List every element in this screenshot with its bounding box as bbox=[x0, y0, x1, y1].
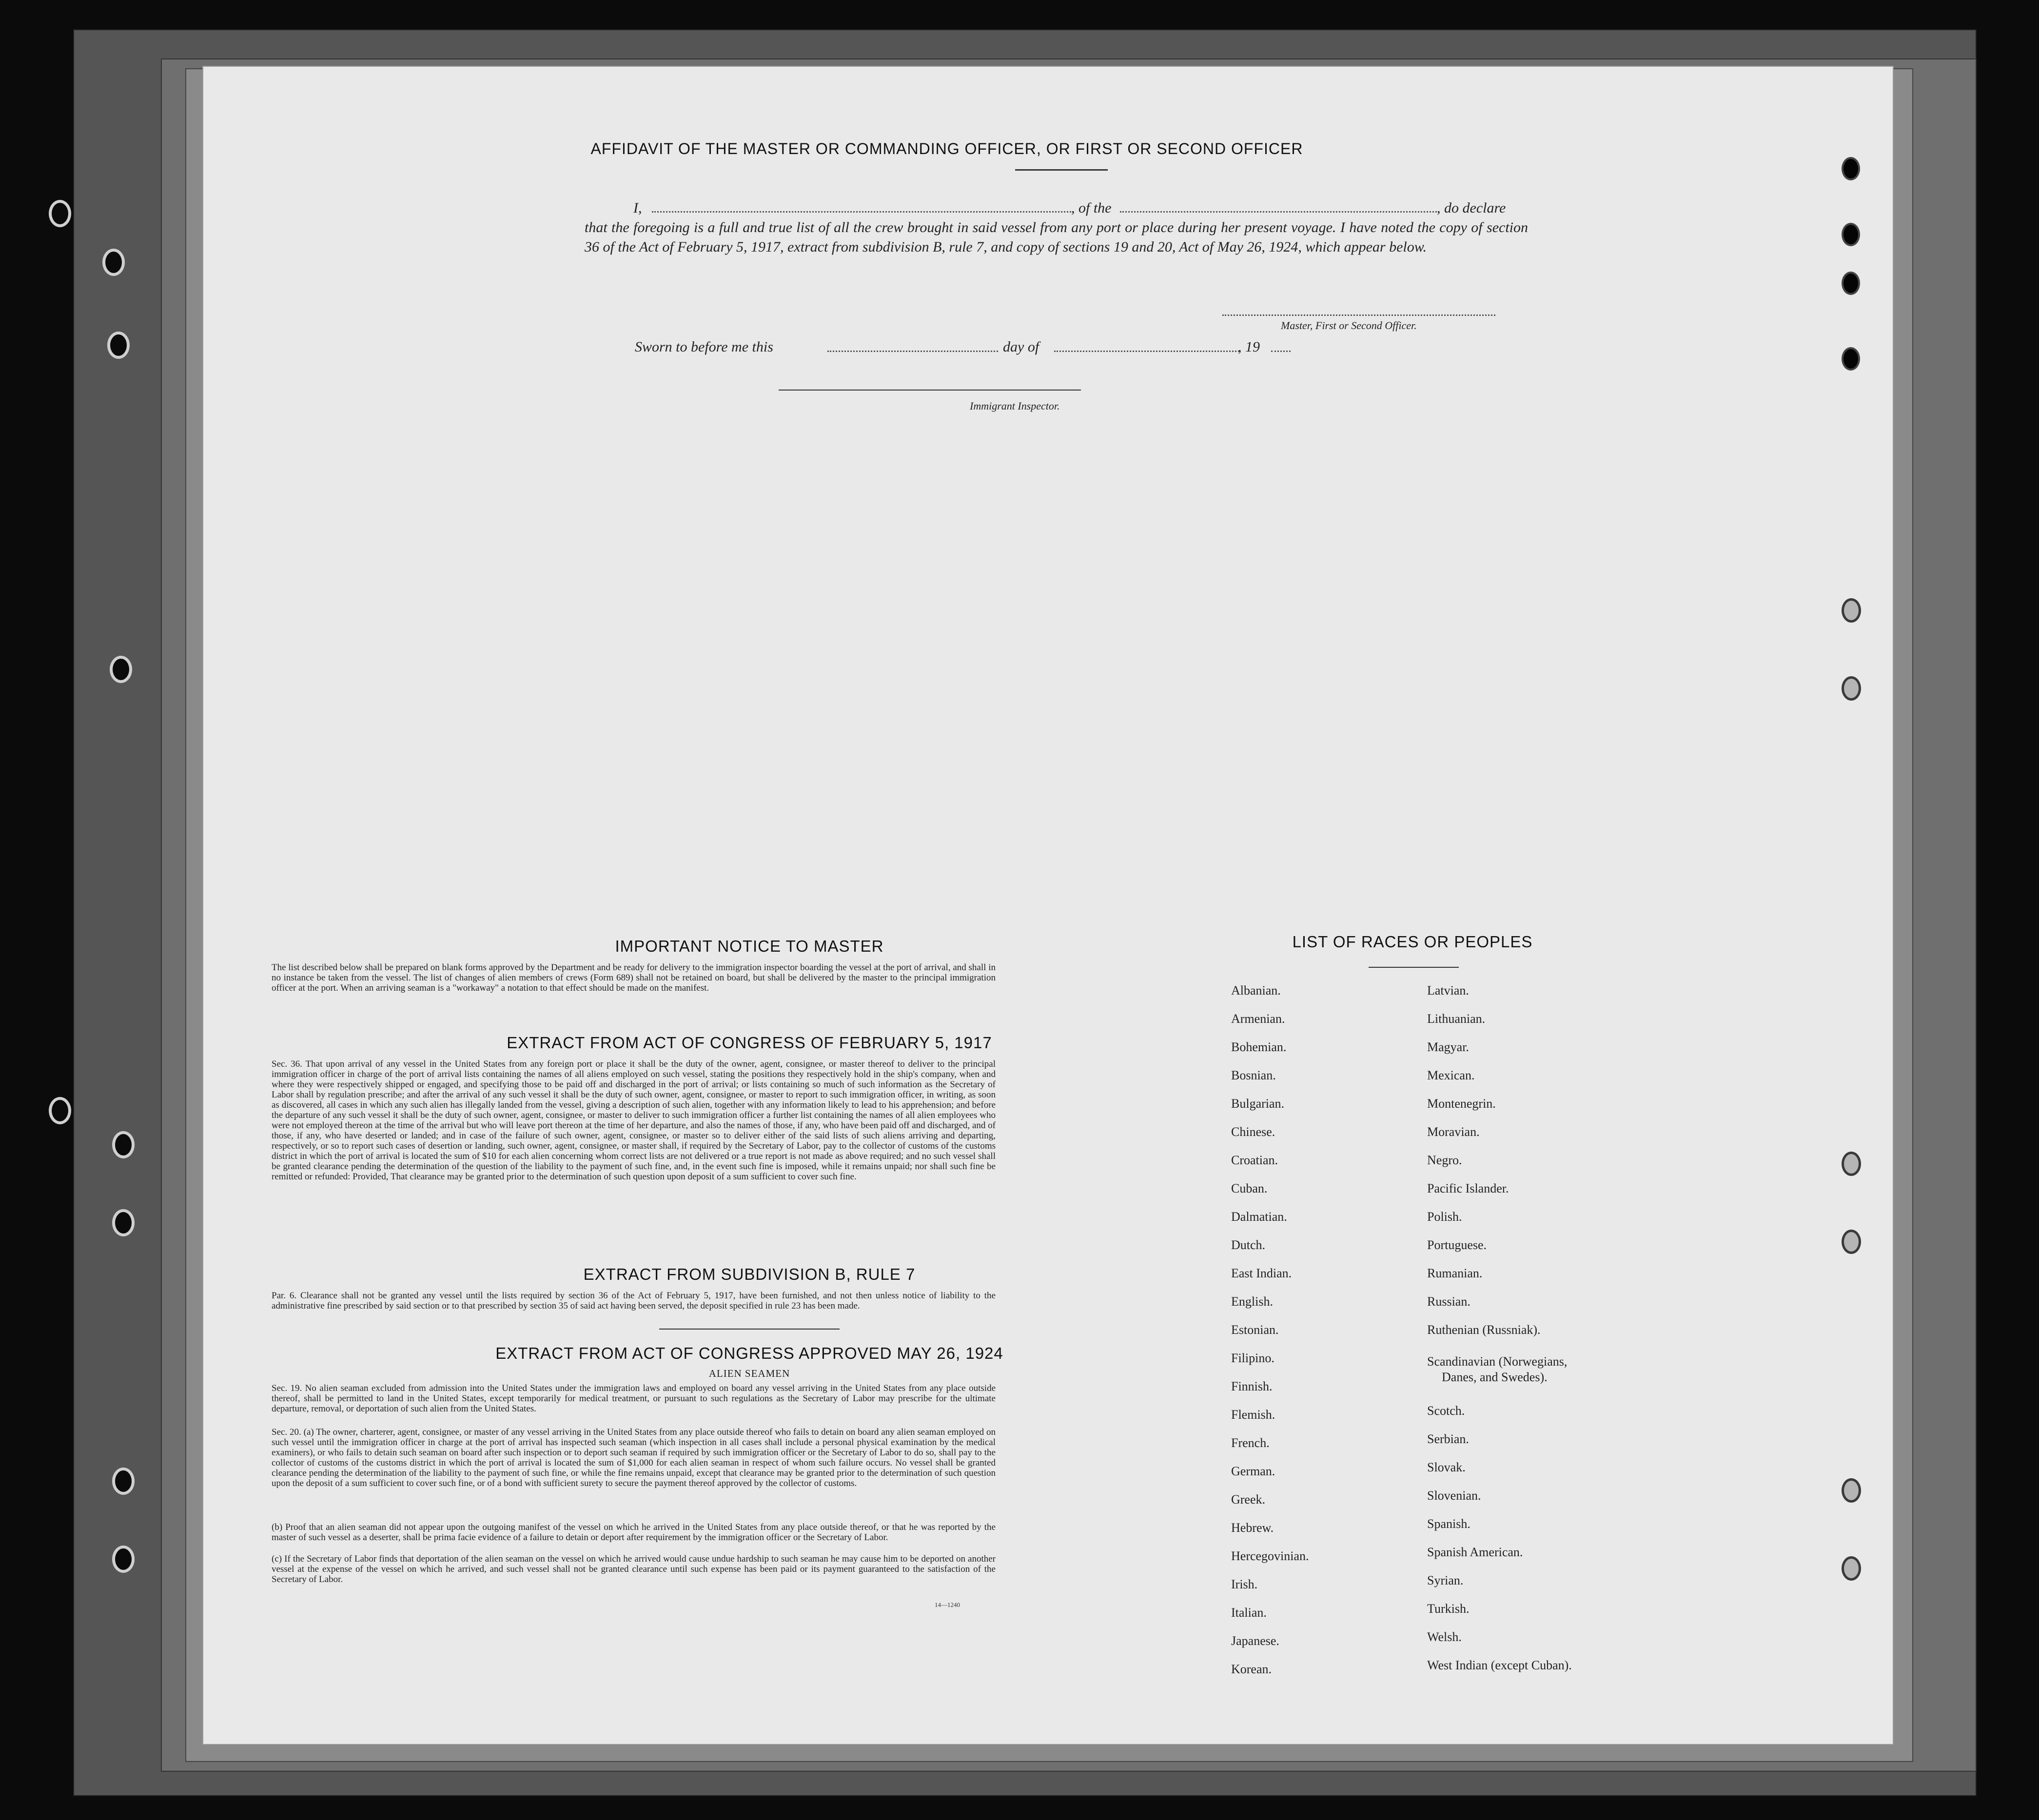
race-item: East Indian. bbox=[1231, 1266, 1292, 1280]
races-title: LIST OF RACES OR PEOPLES bbox=[1292, 933, 1533, 951]
race-item: Syrian. bbox=[1427, 1573, 1464, 1587]
race-item: Latvian. bbox=[1427, 983, 1469, 998]
rule7-body: Par. 6. Clearance shall not be granted any vessel until the lists required by section 36 of the Act of February 5, 1917, have been furnished, and not then unless notice of liability to the administrative fine prescribed by said section or to that prescribed by section 35 of said act having been served, the deposit specified in rule 23 has been made. bbox=[272, 1291, 996, 1311]
section-rule bbox=[659, 1329, 840, 1330]
race-item-scandinavian: Scandinavian (Norwegians, bbox=[1427, 1354, 1568, 1369]
binder-hole bbox=[107, 332, 130, 359]
affidavit-body: that the foregoing is a full and true list of all the crew brought in said vessel from any port or place during her present voyage. I have noted the copy of section 36 of the Act of February 5, 1917, extract from subdivision B, rule 7, and copy of sections 19 and 20, Act of May 26, 1924, which appear below. bbox=[585, 219, 1528, 255]
notice-body: The list described below shall be prepared on blank forms approved by the Department and be ready for delivery to the immigration inspector boarding the vessel at the port of arrival, and shall in no instance be taken from the vessel. The list of changes of alien members of crews (Form 689) shall not be retained on board, but shall be delivered by the master to the principal immigration officer at the port. When an arriving seaman is a "workaway" a notation to that effect should be made on the manifest. bbox=[272, 962, 996, 993]
punch-hole bbox=[1842, 598, 1861, 623]
month-blank[interactable] bbox=[1054, 351, 1239, 352]
punch-hole bbox=[1842, 223, 1860, 246]
race-item: Filipino. bbox=[1231, 1351, 1274, 1365]
punch-hole bbox=[1842, 1556, 1861, 1581]
race-item: Montenegrin. bbox=[1427, 1096, 1496, 1111]
binder-hole bbox=[102, 249, 125, 276]
race-item: Cuban. bbox=[1231, 1181, 1268, 1195]
race-item: Flemish. bbox=[1231, 1408, 1275, 1422]
affidavit-title: AFFIDAVIT OF THE MASTER OR COMMANDING OFFICER, OR FIRST OR SECOND OFFICER bbox=[590, 140, 1303, 157]
punch-hole bbox=[1842, 1230, 1861, 1254]
affidavit-declare: , do declare bbox=[1437, 200, 1506, 216]
race-item: Greek. bbox=[1231, 1492, 1266, 1507]
binder-hole bbox=[112, 1546, 135, 1573]
sworn-text: Sworn to before me this bbox=[635, 339, 773, 355]
race-item: Mexican. bbox=[1427, 1068, 1475, 1082]
extract-1917-body: Sec. 36. That upon arrival of any vessel in the United States from any foreign port or place it shall be the duty of the owner, agent, consignee, or master thereof to deliver to the principal immigration officer in charge of the port of arrival lists containing the names of all aliens employed on such vessel, stating the positions they respectively hold in the ship's company, when and where they were respectively shipped or engaged, and specifying those to be paid off and discharged in the port of arrival; or lists containing so much of such information as the Secretary of Labor shall by regulation prescribe; and after the arrival of any such vessel it shall be the duty of such owner, agent, consignee, or master to report to such immigration officer, in writing, as soon as discovered, all cases in which any such alien has illegally landed from the vessel, giving a description of such alien, together with any information likely to lead to his apprehension; and before the departure of any such vessel it shall be the duty of such owner, agent, consignee, or master to deliver to such immigration officer a further list containing the names of all alien employees who were not employed thereon at the time of the arrival but who will leave port thereon at the time of her departure, and also the names of those, if any, who have been paid off and discharged, and of those, if any, who have deserted or landed; and in case of the failure of such owner, agent, consignee, or master so to deliver either of the said lists of such aliens arriving and departing, respectively, or so to report such cases of desertion or landing, such owner, agent, consignee, or master shall, if required by the Secretary of Labor, pay to the collector of customs of the customs district in which the port of arrival is located the sum of $10 for each alien concerning whom correct lists are not delivered or a true report is not made as above required; and no such vessel shall be granted clearance pending the determination of the question of the liability to the payment of such fine, and, in the event such fine is imposed, while it remains unpaid; nor shall such fine be remitted or refunded: Provided, That clearance may be granted prior to the determination of such question upon deposit of a sum sufficient to cover such fine. bbox=[272, 1059, 996, 1182]
race-item: Scotch. bbox=[1427, 1404, 1465, 1418]
binder-hole bbox=[49, 200, 71, 227]
race-item: Pacific Islander. bbox=[1427, 1181, 1509, 1195]
race-item: Serbian. bbox=[1427, 1432, 1469, 1446]
sec20a-body: Sec. 20. (a) The owner, charterer, agent, consignee, or master of any vessel arriving in the United States from any place outside thereof who fails to detain on board any alien seaman employed on such vessel until the immigration officer in charge at the port of arrival has inspected such seaman (which inspection in all cases shall include a personal physical examination by the medical examiners), or who fails to detain such seaman on board after such inspection or to deport such seaman if required by such immigration officer or the Secretary of Labor to do so, shall pay to the collector of customs of the customs district in which the port of arrival is located the sum of $1,000 for each alien seaman in respect of whom such failure occurs. No vessel shall be granted clearance pending the determination of the liability to the payment of such fine, or while the fine remains unpaid, except that clearance may be granted prior to the determination of such question upon the deposit of a sum sufficient to cover such fine, or of a bond with sufficient surety to secure the payment thereof approved by the collector of customs. bbox=[272, 1427, 996, 1488]
race-item: English. bbox=[1231, 1294, 1273, 1309]
race-item: Italian. bbox=[1231, 1605, 1267, 1620]
race-item: West Indian (except Cuban). bbox=[1427, 1658, 1572, 1672]
race-item: Chinese. bbox=[1231, 1125, 1275, 1139]
race-item: Slovak. bbox=[1427, 1460, 1466, 1474]
race-item: Japanese. bbox=[1231, 1634, 1279, 1648]
alien-seamen-subtitle: ALIEN SEAMEN bbox=[708, 1368, 790, 1379]
notice-title: IMPORTANT NOTICE TO MASTER bbox=[615, 937, 884, 955]
master-signature-blank[interactable] bbox=[1222, 314, 1495, 316]
vessel-blank[interactable] bbox=[1120, 211, 1437, 213]
race-item-scandinavian-cont: Danes, and Swedes). bbox=[1442, 1370, 1548, 1384]
day-of-text: day of bbox=[1003, 339, 1039, 355]
race-item: Bulgarian. bbox=[1231, 1096, 1285, 1111]
races-rule bbox=[1369, 967, 1459, 968]
form-number: 14—1240 bbox=[935, 1601, 960, 1608]
binder-hole bbox=[112, 1468, 135, 1495]
binder-hole bbox=[112, 1131, 135, 1158]
race-item: Welsh. bbox=[1427, 1630, 1462, 1644]
title-rule bbox=[1015, 169, 1108, 171]
race-item: Armenian. bbox=[1231, 1012, 1285, 1026]
race-item: French. bbox=[1231, 1436, 1270, 1450]
race-item: Hercegovinian. bbox=[1231, 1549, 1309, 1563]
year-blank[interactable] bbox=[1271, 351, 1291, 352]
punch-hole bbox=[1842, 1152, 1861, 1176]
race-item: Bohemian. bbox=[1231, 1040, 1287, 1054]
affidavit-of-the: , of the bbox=[1071, 200, 1112, 216]
punch-hole bbox=[1842, 676, 1861, 701]
sec19-body: Sec. 19. No alien seaman excluded from admission into the United States under the immigration laws and employed on board any vessel arriving in the United States from any place outside thereof, shall be permitted to land in the United States, except temporarily for medical treatment, or pursuant to such regulations as the Secretary of Labor may prescribe for the ultimate departure, removal, or deportation of such alien from the United States. bbox=[272, 1383, 996, 1414]
race-item: Lithuanian. bbox=[1427, 1012, 1486, 1026]
binder-hole bbox=[49, 1097, 71, 1124]
punch-hole bbox=[1842, 1478, 1861, 1503]
race-item: Finnish. bbox=[1231, 1379, 1273, 1393]
race-item: Russian. bbox=[1427, 1294, 1470, 1309]
race-item: Estonian. bbox=[1231, 1323, 1279, 1337]
name-blank[interactable] bbox=[652, 211, 1071, 213]
race-item: Bosnian. bbox=[1231, 1068, 1276, 1082]
sec20b-body: (b) Proof that an alien seaman did not appear upon the outgoing manifest of the vessel on which he arrived in the United States from any place outside thereof, or that he was reported by the master of such vessel as a deserter, shall be prima facie evidence of a failure to detain or deport after requirement by the immigration officer or the Secretary of Labor. bbox=[272, 1522, 996, 1543]
race-item: Irish. bbox=[1231, 1577, 1258, 1591]
binder-hole bbox=[110, 656, 132, 683]
race-item: Negro. bbox=[1427, 1153, 1462, 1167]
inspector-caption: Immigrant Inspector. bbox=[970, 400, 1060, 412]
sworn-day-blank[interactable] bbox=[827, 351, 998, 352]
race-item: Turkish. bbox=[1427, 1602, 1470, 1616]
race-item: Slovenian. bbox=[1427, 1488, 1481, 1503]
manifest-page bbox=[202, 66, 1894, 1745]
race-item: Croatian. bbox=[1231, 1153, 1278, 1167]
race-item: Spanish. bbox=[1427, 1517, 1470, 1531]
binder-hole bbox=[112, 1209, 135, 1236]
extract-1924-title: EXTRACT FROM ACT OF CONGRESS APPROVED MAY 26, 1924 bbox=[495, 1344, 1003, 1362]
race-item: Albanian. bbox=[1231, 983, 1281, 998]
master-caption: Master, First or Second Officer. bbox=[1281, 319, 1417, 332]
race-item: Hebrew. bbox=[1231, 1521, 1274, 1535]
race-item: Dutch. bbox=[1231, 1238, 1266, 1252]
race-item: Spanish American. bbox=[1427, 1545, 1523, 1559]
race-item: Magyar. bbox=[1427, 1040, 1469, 1054]
punch-hole bbox=[1842, 157, 1860, 180]
race-item: Polish. bbox=[1427, 1210, 1462, 1224]
sec20c-body: (c) If the Secretary of Labor finds that deportation of the alien seaman on the vessel on which he arrived would cause undue hardship to such seaman he may cause him to be deported on another vessel at the expense of the vessel on which he arrived, and such vessel shall not be granted clearance until such expense has been paid or its payment guaranteed to the satisfaction of the Secretary of Labor. bbox=[272, 1554, 996, 1585]
race-item: Moravian. bbox=[1427, 1125, 1480, 1139]
race-item: German. bbox=[1231, 1464, 1275, 1478]
inspector-signature-line[interactable] bbox=[779, 390, 1081, 391]
race-item: Portuguese. bbox=[1427, 1238, 1487, 1252]
race-item: Korean. bbox=[1231, 1662, 1272, 1676]
race-item: Rumanian. bbox=[1427, 1266, 1483, 1280]
race-item: Ruthenian (Russniak). bbox=[1427, 1323, 1541, 1337]
year-prefix: , 19 bbox=[1238, 339, 1260, 355]
punch-hole bbox=[1842, 272, 1860, 295]
punch-hole bbox=[1842, 347, 1860, 371]
extract-1917-title: EXTRACT FROM ACT OF CONGRESS OF FEBRUARY 5, 1917 bbox=[507, 1034, 992, 1052]
race-item: Dalmatian. bbox=[1231, 1210, 1287, 1224]
affidavit-i: I, bbox=[633, 200, 642, 216]
rule7-title: EXTRACT FROM SUBDIVISION B, RULE 7 bbox=[583, 1265, 916, 1283]
